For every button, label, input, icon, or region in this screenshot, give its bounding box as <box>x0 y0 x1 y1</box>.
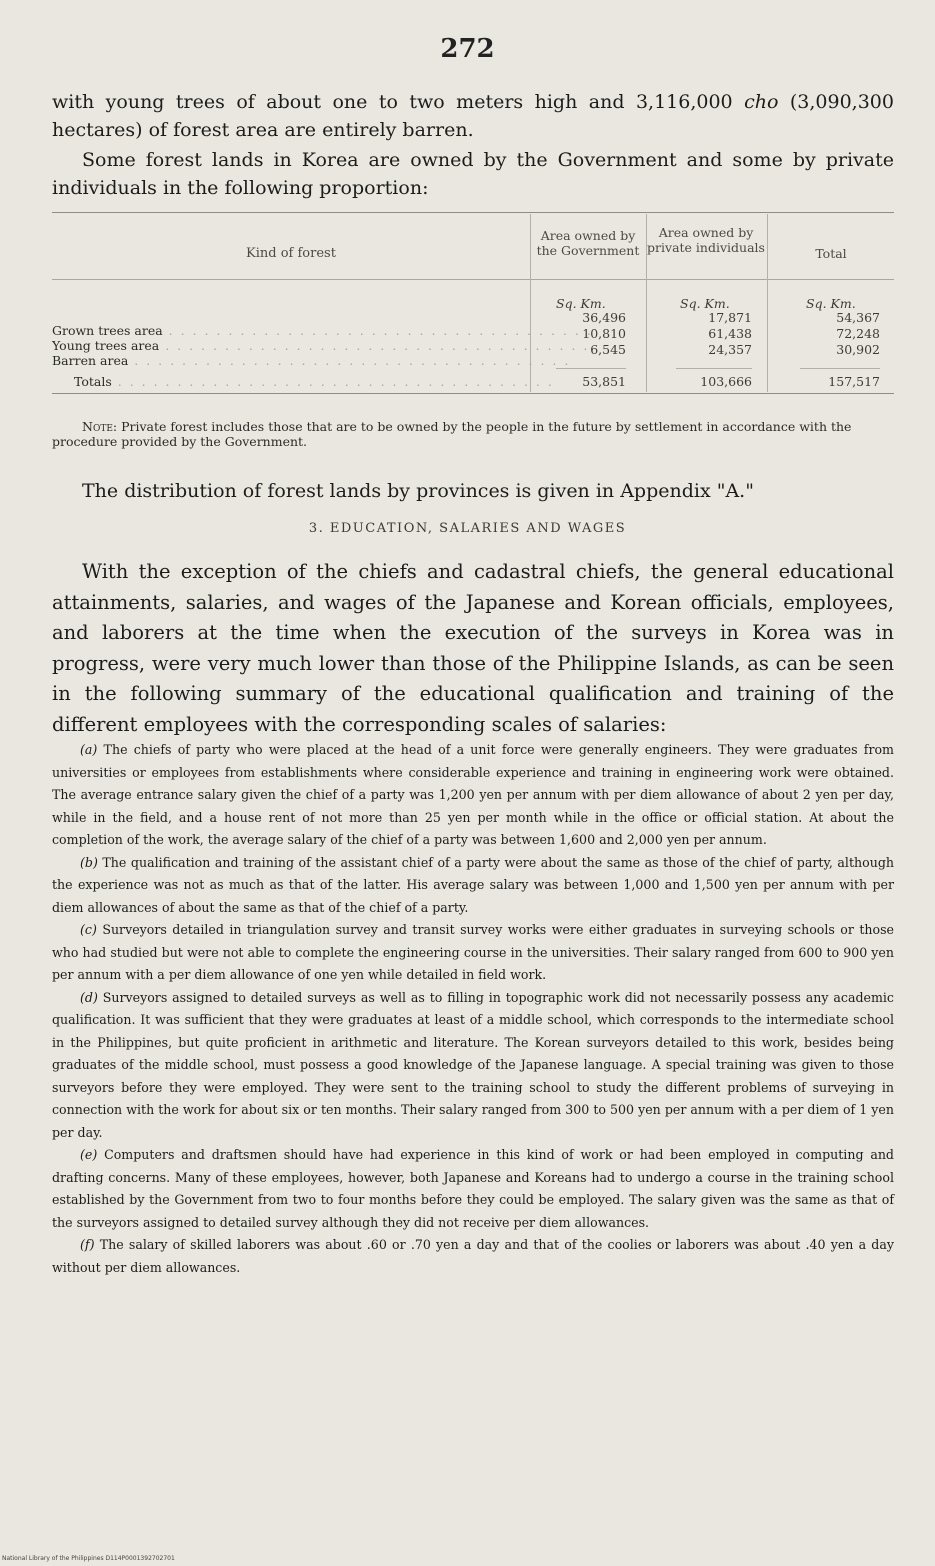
table-col-divider <box>646 214 647 392</box>
note-text: Private forest includes those that are to be owned by the people in the future by settlement in accordance with the procedure provided by the Government. <box>52 419 852 449</box>
unit-label: Sq. Km. <box>806 296 856 311</box>
ownership-paragraph: Some forest lands in Korea are owned by the Government and some by private individuals in the following proportion: <box>52 149 894 199</box>
table-cell-private: 61,438 <box>708 326 752 341</box>
list-item: (c) Surveyors detailed in triangulation survey and transit survey works were either graduates in surveying schools or those who had studied but were not able to complete the engineering course in the universities. Their salary ranged from 600 to 900 yen per annum with a per diem allowance of one yen while detailed in field work. <box>52 922 894 982</box>
note-label: Note: <box>82 419 118 434</box>
table-cell-gov: 36,496 <box>582 310 626 325</box>
main-paragraph: With the exception of the chiefs and cadastral chiefs, the general educational attainments, salaries, and wages of the Japanese and Korean officials, employees, and laborers at the time when the execution of the surveys in Korea was in progress, were very much lower than those of the Philippine Islands, as can be seen in the following summary of the educational qualification and training of the different employees with the corresponding scales of salaries: <box>52 560 894 736</box>
totals-rule <box>556 368 626 369</box>
table-note <box>52 419 894 449</box>
table-total-total: 157,517 <box>828 374 880 389</box>
unit-label: Sq. Km. <box>680 296 730 311</box>
unit-label: Sq. Km. <box>556 296 606 311</box>
list-item: (f) The salary of skilled laborers was about .60 or .70 yen a day and that of the coolies or laborers was about .40 yen a day without per diem allowances. <box>52 1237 894 1275</box>
list-item: (b) The qualification and training of the assistant chief of a party were about the same as those of the chief of party, although the experience was not as much as that of the latter. His average salary was between 1,000 and 1,500 yen per annum with per diem allowances of about the same as that of the chief of a party. <box>52 854 894 915</box>
list-item: (d) Surveyors assigned to detailed surveys as well as to filling in topographic work did not necessarily possess any academic qualification. It was sufficient that they were graduates at least of a middle school, which corresponds to the intermediate school in the Philippines, but quite proficient in arithmetic and literature. The Korean surveyors detailed to this work, besides being graduates of the middle school, must possess a good knowledge of the Japanese language. A special training was given to those surveyors before they were employed. They were sent to the training school to study the different problems of surveying in connection with the work for about six or ten months. Their salary ranged from 300 to 500 yen per annum with a per diem of 1 yen per day. <box>52 989 894 1140</box>
table-col-divider <box>767 214 768 392</box>
table-bottom-rule <box>52 393 894 394</box>
table-row-label: Young trees area . . . . . . . . . . . . . . . . . . . . . . . . . . . . . . . . . . . . <box>52 338 590 353</box>
table-header-total: Total <box>815 246 847 261</box>
items-list <box>52 739 894 1279</box>
table-total-gov: 53,851 <box>582 374 626 389</box>
table-cell-total: 54,367 <box>836 310 880 325</box>
page-number: 272 <box>440 34 495 64</box>
table-top-rule <box>52 212 894 213</box>
intro-line1-italic: cho <box>744 91 779 113</box>
table-header-government: Area owned by the Government <box>536 228 640 258</box>
distribution-paragraph: The distribution of forest lands by provinces is given in Appendix "A." <box>82 480 754 502</box>
intro-paragraph <box>52 88 894 144</box>
table-row-label: Barren area . . . . . . . . . . . . . . . . . . . . . . . . . . . . . . . . . . . . . <box>52 353 571 368</box>
table-header-private: Area owned by private individuals <box>647 225 765 255</box>
table-total-private: 103,666 <box>700 374 752 389</box>
table-cell-private: 24,357 <box>708 342 752 357</box>
intro-line2: (3,090,300 hectares) of forest area are entirely barren. <box>52 91 894 141</box>
table-cell-gov: 10,810 <box>582 326 626 341</box>
table-header-kind: Kind of forest <box>246 246 336 261</box>
section-heading: 3. EDUCATION, SALARIES AND WAGES <box>308 521 627 536</box>
table-cell-total: 72,248 <box>836 326 880 341</box>
list-item: (a) The chiefs of party who were placed at the head of a unit force were generally engineers. They were graduates from universities or employees from establishments where considerable experience and training in engineering work were obtained. The average entrance salary given the chief of a party was 1,200 yen per annum with per diem allowance of about 2 yen per day, while in the field, and a house rent of not more than 25 yen per month while in the office or official station. At about the completion of the work, the average salary of the chief of a party was between 1,600 and 2,000 yen per annum. <box>52 742 894 847</box>
table-totals-label: Totals . . . . . . . . . . . . . . . . . . . . . . . . . . . . . . . . . . . . . <box>74 374 554 389</box>
table-cell-private: 17,871 <box>708 310 752 325</box>
intro-line1: with young trees of about one to two meters high and 3,116,000 <box>52 91 745 113</box>
totals-rule <box>800 368 880 369</box>
list-item: (e) Computers and draftsmen should have had experience in this kind of work or had been employed in computing and drafting concerns. Many of these employees, however, both Japanese and Koreans had to undergo a course in the training school established by the Government from two to four months before they could be employed. The salary given was the same as that of the surveyors assigned to detailed survey although they did not receive per diem allowances. <box>52 1147 894 1230</box>
table-cell-gov: 6,545 <box>590 342 626 357</box>
totals-rule <box>676 368 752 369</box>
table-row-label: Grown trees area . . . . . . . . . . . . . . . . . . . . . . . . . . . . . . . . . . . . <box>52 323 593 338</box>
table-cell-total: 30,902 <box>836 342 880 357</box>
library-footer: National Library of the Philippines D114P0001392702701 <box>2 1555 175 1562</box>
